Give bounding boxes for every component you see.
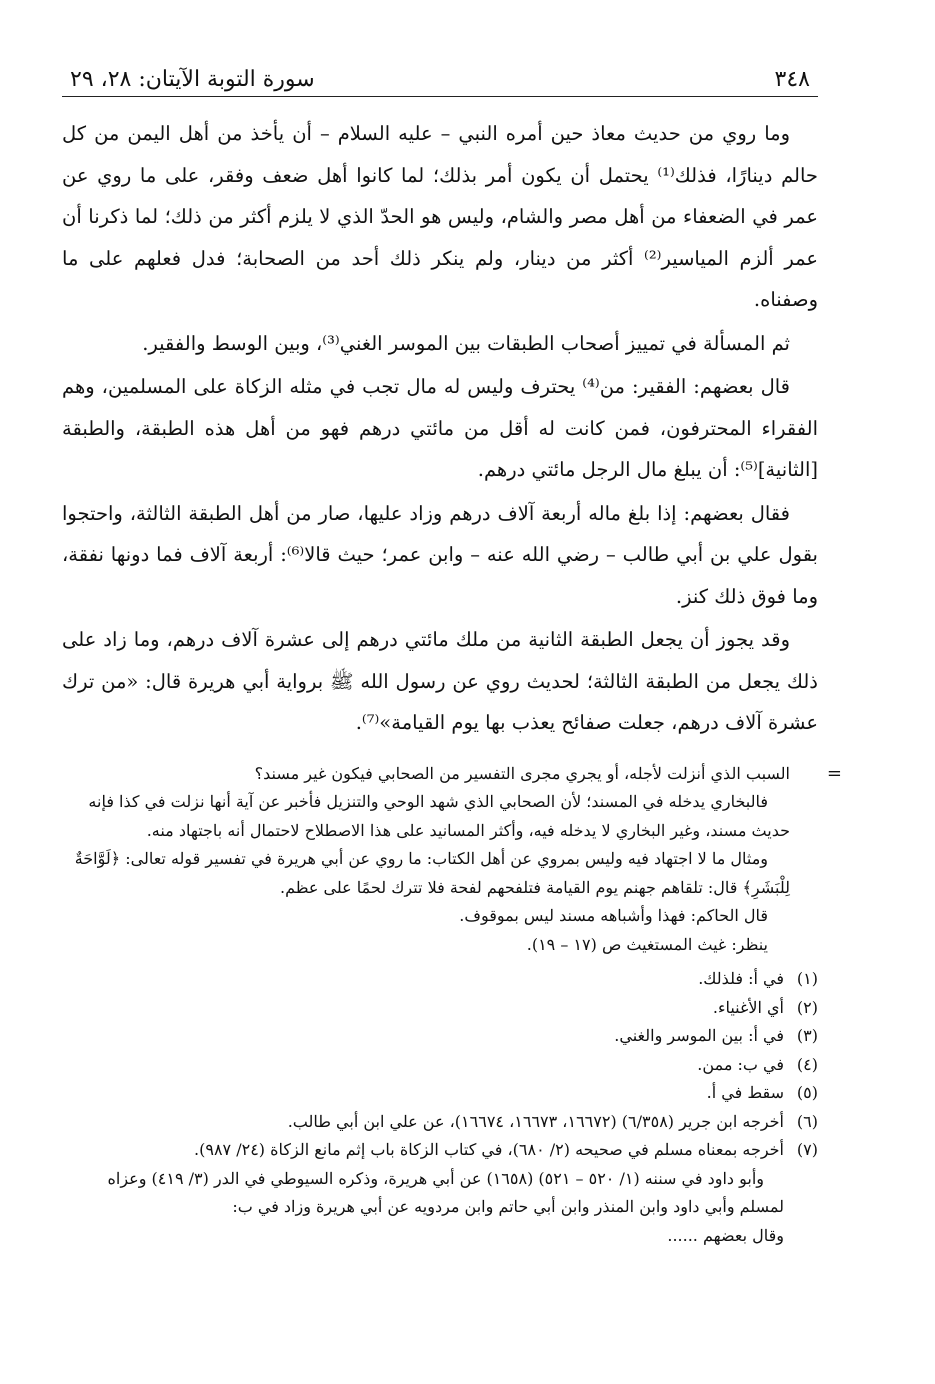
continuation-marker: = — [826, 762, 842, 784]
paragraph: ثم المسألة في تمييز أصحاب الطبقات بين الموسر الغني⁽³⁾، وبين الوسط والفقير. — [142, 331, 790, 355]
footnote — [62, 1079, 818, 1108]
page-number: ٣٤٨ — [774, 67, 810, 92]
footnote-line: قال الحاكم: فهذا وأشباهه مسند ليس بموقوف. — [459, 906, 768, 925]
footnote-7-continuation — [62, 1165, 818, 1251]
footnote-line: السبب الذي أنزلت لأجله، أو يجري مجرى التفسير من الصحابي فيكون غير مسند؟ — [254, 763, 790, 783]
footnote-text: سقط في أ. — [706, 1083, 784, 1102]
footnote-number: (٧) — [796, 1140, 818, 1159]
footnote-text: أخرجه بمعناه مسلم في صحيحه (٢/ ٦٨٠)، في كتاب الزكاة باب إثم مانع الزكاة (٢٤/ ٩٨٧). — [194, 1140, 784, 1159]
footnote-text: أي الأغنياء. — [712, 997, 784, 1017]
paragraph: وقد يجوز أن يجعل الطبقة الثانية من ملك مائتي درهم إلى عشرة آلاف درهم، وما زاد على ذلك يجعل من الطبقة الثالثة؛ لحديث روي عن رسول الله ﷺ برواية أبي هريرة قال: «من ترك عشرة آلاف درهم، جعلت صفائح يعذب بها يوم القيامة»⁽⁷⁾. — [62, 628, 818, 734]
footnote-text: أخرجه ابن جرير (٦/٣٥٨) (١٦٦٧٢، ١٦٦٧٣، ١٦٦٧٤)، عن علي ابن أبي طالب. — [287, 1111, 784, 1131]
footnote-text: في ب: ممن. — [697, 1054, 784, 1074]
footnotes — [62, 760, 842, 1251]
footnote-number: (٢) — [796, 997, 818, 1017]
footnote-number: (٥) — [796, 1083, 818, 1102]
footnote-number: (٦) — [796, 1111, 818, 1131]
footnote-number: (١) — [796, 969, 818, 988]
footnote-line: وأبو داود في سننه (١/ ٥٢٠ – ٥٢١) (١٦٥٨) عن أبي هريرة، وذكره السيوطي في الدر (٣/ ٤١٩) وعزاه لمسلم وأبي داود وابن المنذر وابن أبي حاتم وابن مردويه عن أبي هريرة وزاد في ب: — [107, 1168, 784, 1216]
page-header — [62, 52, 818, 97]
footnote — [62, 994, 818, 1023]
footnote — [62, 1136, 818, 1165]
footnote-text: في أ: فلذلك. — [698, 969, 784, 988]
paragraph: قال بعضهم: الفقير: من⁽⁴⁾ يحترف وليس له مال تجب في مثله الزكاة على المسلمين، وهم الفقراء المحترفون، فمن كانت له أقل من مائتي درهم فهو من أهل هذه الطبقة، والطبقة [الثانية]⁽⁵⁾: أن يبلغ مال الرجل مائتي درهم. — [62, 375, 818, 481]
main-text — [62, 113, 818, 744]
paragraph: فقال بعضهم: إذا بلغ ماله أربعة آلاف درهم وزاد عليها، صار من أهل الطبقة الثالثة، واحتجوا بقول علي بن أبي طالب – رضي الله عنه – وابن عمر؛ حيث قالا⁽⁶⁾: أربعة آلاف فما دونها نفقة، وما فوق ذلك كنز. — [62, 501, 818, 608]
footnote-number: (٣) — [796, 1026, 818, 1045]
footnote-line: ومثال ما لا اجتهاد فيه وليس بمروي عن أهل الكتاب: ما روي عن أبي هريرة في تفسير قوله تعالى: ﴿لَوَّاحَةٌ لِلْبَشَرِ﴾ قال: تلقاهم جهنم يوم القيامة فتلفحهم لفحة فلا تترك لحمًا على عظم. — [74, 849, 790, 897]
footnote-line: وقال بعضهم ...... — [667, 1225, 784, 1245]
footnote — [62, 965, 818, 994]
running-title: سورة التوبة الآيتان: ٢٨، ٢٩ — [70, 67, 315, 92]
book-page — [62, 52, 842, 1342]
paragraph: وما روي من حديث معاذ حين أمره النبي – عليه السلام – أن يأخذ من أهل اليمن من كل حالم دينارًا، فذلك⁽¹⁾ يحتمل أن يكون أمر بذلك؛ لما كانوا أهل ضعف وفقر، على ما روي عن عمر في الضعفاء من أهل مصر والشام، وليس هو الحدّ الذي لا يلزم أكثر من ذلك؛ لما ذكرنا أن عمر ألزم المياسير⁽²⁾ أكثر من دينار، ولم ينكر ذلك أحد من الصحابة؛ فدل فعلهم على ما وصفناه. — [62, 122, 818, 311]
footnote — [62, 1051, 818, 1080]
footnote-number: (٤) — [796, 1054, 818, 1074]
footnote-list — [62, 965, 818, 1165]
footnote — [62, 1022, 818, 1051]
footnote-line: ينظر: غيث المستغيث ص (١٧ – ١٩). — [526, 934, 768, 954]
footnote — [62, 1108, 818, 1137]
footnote-text: في أ: بين الموسر والغني. — [614, 1026, 784, 1045]
footnote-line: فالبخاري يدخله في المسند؛ لأن الصحابي الذي شهد الوحي والتنزيل فأخبر عن آية أنها نزلت في كذا فإنه حديث مسند، وغير البخاري لا يدخله فيه، وأكثر المسانيد على هذا الاصطلاح لاحتمال أنه باجتهاد منه. — [88, 792, 790, 840]
carried-footnote — [62, 760, 842, 960]
